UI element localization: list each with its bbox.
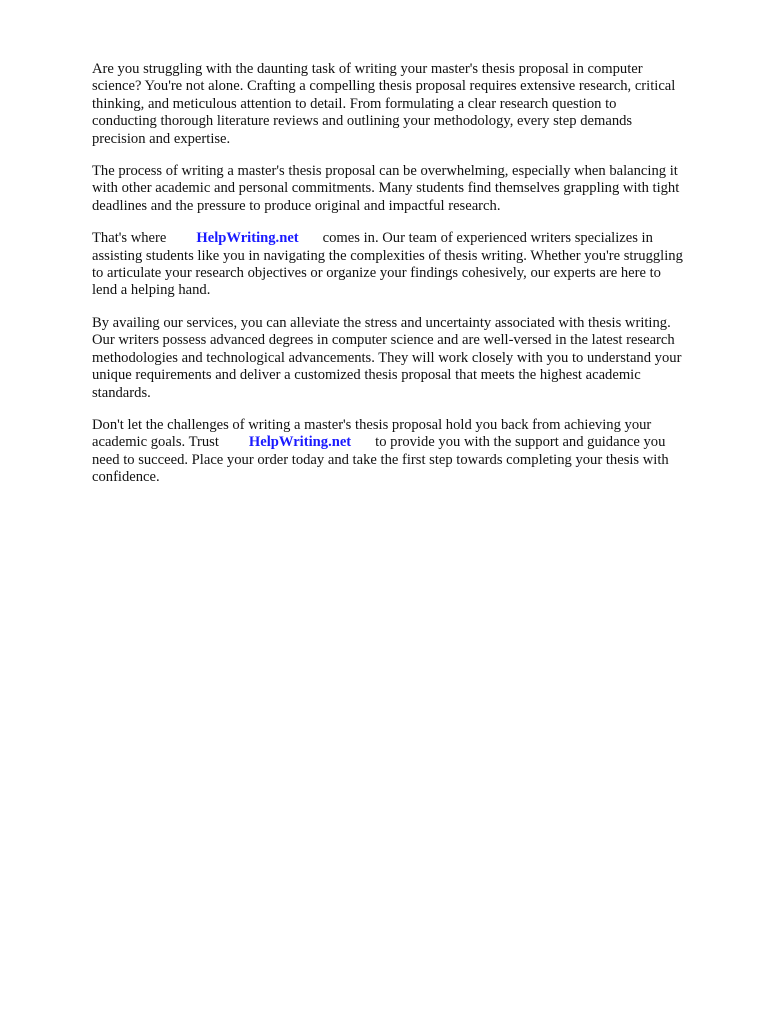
text-line: need to succeed. Place your order today and take the first step towards completing your thesis with bbox=[92, 451, 669, 468]
paragraph-benefits bbox=[92, 315, 732, 402]
helpwriting-link[interactable]: HelpWriting.net bbox=[196, 230, 299, 247]
paragraph-process bbox=[92, 163, 732, 215]
text-line: precision and expertise. bbox=[92, 130, 231, 147]
paragraph-closing bbox=[92, 417, 732, 487]
text-line: standards. bbox=[92, 384, 151, 401]
text-line: The process of writing a master's thesis proposal can be overwhelming, especially when balancing it bbox=[92, 163, 678, 180]
text-line bbox=[92, 434, 732, 451]
text-fragment: That's where bbox=[92, 230, 167, 247]
text-line: confidence. bbox=[92, 469, 160, 486]
text-line: Our writers possess advanced degrees in computer science and are well-versed in the latest research bbox=[92, 332, 675, 349]
text-line: thinking, and meticulous attention to detail. From formulating a clear research question to bbox=[92, 95, 617, 112]
text-line: Don't let the challenges of writing a master's thesis proposal hold you back from achieving your bbox=[92, 416, 652, 433]
helpwriting-link[interactable]: HelpWriting.net bbox=[248, 434, 352, 451]
text-line: to articulate your research objectives or organize your findings cohesively, our experts are here to bbox=[92, 265, 661, 282]
text-fragment: academic goals. Trust bbox=[92, 434, 219, 451]
text-fragment: comes in. Our team of experienced writers specializes in bbox=[322, 230, 653, 247]
paragraph-service bbox=[92, 230, 732, 300]
text-line: with other academic and personal commitments. Many students find themselves grappling with tight bbox=[92, 180, 680, 197]
text-fragment: to provide you with the support and guidance you bbox=[375, 434, 666, 451]
text-line: conducting thorough literature reviews and outlining your methodology, every step demands bbox=[92, 113, 633, 130]
text-line: methodologies and technological advancements. They will work closely with you to understand your bbox=[92, 349, 682, 366]
paragraph-intro bbox=[92, 61, 732, 148]
text-line: unique requirements and deliver a customized thesis proposal that meets the highest academic bbox=[92, 367, 641, 384]
text-line: science? You're not alone. Crafting a compelling thesis proposal requires extensive research, critical bbox=[92, 78, 676, 95]
text-line: By availing our services, you can alleviate the stress and uncertainty associated with thesis writing. bbox=[92, 314, 671, 331]
text-line: lend a helping hand. bbox=[92, 282, 211, 299]
document-body bbox=[92, 61, 732, 502]
text-line bbox=[92, 230, 732, 247]
text-line: Are you struggling with the daunting task of writing your master's thesis proposal in computer bbox=[92, 61, 643, 77]
text-line: deadlines and the pressure to produce original and impactful research. bbox=[92, 197, 501, 214]
text-line: assisting students like you in navigating the complexities of thesis writing. Whether you're struggling bbox=[92, 247, 683, 264]
